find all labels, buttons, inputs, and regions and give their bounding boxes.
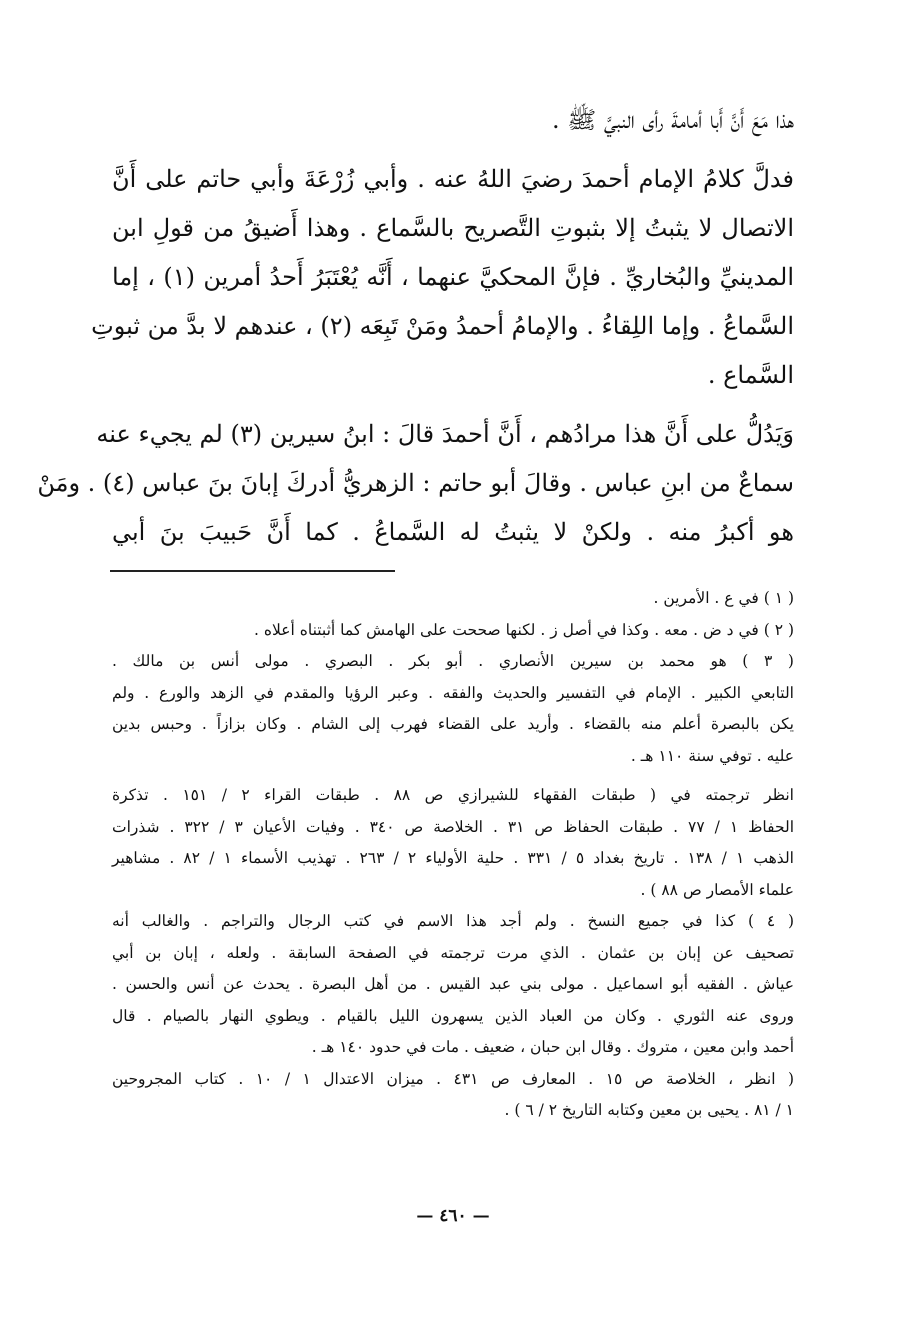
- footnote-line: علماء الأمصار ص ٨٨ ) .: [640, 880, 794, 899]
- footnote-line: الذهب ١ / ١٣٨ . تاريخ بغداد ٥ / ٣٣١ . حلية الأولياء ٢ / ٢٦٣ . تهذيب الأسماء ١ / ٨٢ . مشاهير: [112, 849, 794, 867]
- footnote-line: انظر ترجمته في ( طبقات الفقهاء للشيرازي ص ٨٨ . طبقات القراء ٢ / ١٥١ . تذكرة: [112, 786, 794, 804]
- footnote-line: يكن بالبصرة أعلم منه بالقضاء . وأريد على القضاء فهرب إلى الشام . وكان بزازاً . وحبس بدين: [112, 715, 794, 733]
- body-line: السَّماعُ . وإما اللِقاءُ . والإمامُ أحمدُ ومَنْ تَبِعَه (٢) ، عندهم لا بدَّ من ثبوتِ: [91, 312, 794, 340]
- body-line: هذا مَعَ أَنَّ أَبا أمامةَ رأى النبيَّ ﷺ .: [551, 106, 794, 134]
- body-line: السَّماع .: [707, 361, 794, 389]
- page-number: — ٤٦٠ —: [416, 1206, 490, 1226]
- footnote-line: ( ٣ ) هو محمد بن سيرين الأنصاري . أبو بكر . البصري . مولى أنس بن مالك .: [112, 652, 794, 670]
- body-line: سماعٌ من ابنِ عباس . وقالَ أبو حاتم : الزهريُّ أدركَ إبانَ بنَ عباس (٤) . ومَنْ: [37, 469, 794, 497]
- footnote-divider: [110, 570, 395, 572]
- footnote-line: ( ١ ) في ع . الأمرين .: [653, 589, 794, 607]
- footnote-line: عياش . الفقيه أبو اسماعيل . مولى بني عبد القيس . من أهل البصرة . يحدث عن أنس والحسن .: [112, 975, 794, 993]
- body-line: المدينيِّ والبُخاريِّ . فإنَّ المحكيَّ عنهما ، أَنَّه يُعْتَبَرُ أَحدُ أمرين (١) ، إما: [112, 263, 794, 291]
- footnote-line: عليه . توفي سنة ١١٠ هـ .: [630, 746, 794, 765]
- footnote-line: ( ٢ ) في د ض . معه . وكذا في أصل ز . لكنها صححت على الهامش كما أثبتناه أعلاه .: [254, 620, 794, 639]
- main-text: [37, 96, 794, 557]
- footnote-line: التابعي الكبير . الإمام في التفسير والحديث والفقه . وعبر الرؤيا والمقدم في الزهد والورع . ولم: [112, 683, 794, 702]
- footnote-line: أحمد وابن معين ، متروك . وقال ابن حبان ، ضعيف . مات في حدود ١٤٠ هـ .: [311, 1038, 794, 1056]
- body-line: الاتصال لا يثبتُ إلا بثبوتِ التَّصريح بالسَّماع . وهذا أَضيقُ من قولِ ابن: [112, 214, 794, 242]
- footnote-line: الحفاظ ١ / ٧٧ . طبقات الحفاظ ص ٣١ . الخلاصة ص ٣٤٠ . وفيات الأعيان ٣ / ٣٢٢ . شذرات: [112, 817, 795, 836]
- body-line: هو أكبرُ منه . ولكنْ لا يثبتُ له السَّماعُ . كما أَنَّ حَبيبَ بنَ أبي: [112, 518, 794, 546]
- footnote-line: ( ٤ ) كذا في جميع النسخ . ولم أجد هذا الاسم في كتب الرجال والتراجم . والغالب أنه: [112, 912, 795, 930]
- footnote-line: ( انظر ، الخلاصة ص ١٥ . المعارف ص ٤٣١ . ميزان الاعتدال ١ / ١٠ . كتاب المجروحين: [112, 1069, 794, 1088]
- footnote-line: ١ / ٨١ . يحيى بن معين وكتابه التاريخ ٢ / ٦ ) .: [504, 1101, 794, 1119]
- body-line: وَيَدُلُّ على أَنَّ هذا مرادُهم ، أَنَّ أحمدَ قالَ : ابنُ سيرين (٣) لم يجيء عنه: [96, 420, 794, 448]
- footnote-line: تصحيف عن إبان بن عثمان . الذي مرت ترجمته في الصفحة السابقة . ولعله ، إبان بن أبي: [112, 943, 794, 962]
- footnotes: [112, 583, 794, 1127]
- body-line: فدلَّ كلامُ الإمام أحمدَ رضيَ اللهُ عنه . وأبي زُرْعَةَ وأبي حاتم على أَنَّ: [112, 165, 794, 193]
- footnote-line: وروى عنه الثوري . وكان من العباد الذين يسهرون الليل بالقيام . ويطوي النهار بالصيام . قال: [112, 1006, 794, 1025]
